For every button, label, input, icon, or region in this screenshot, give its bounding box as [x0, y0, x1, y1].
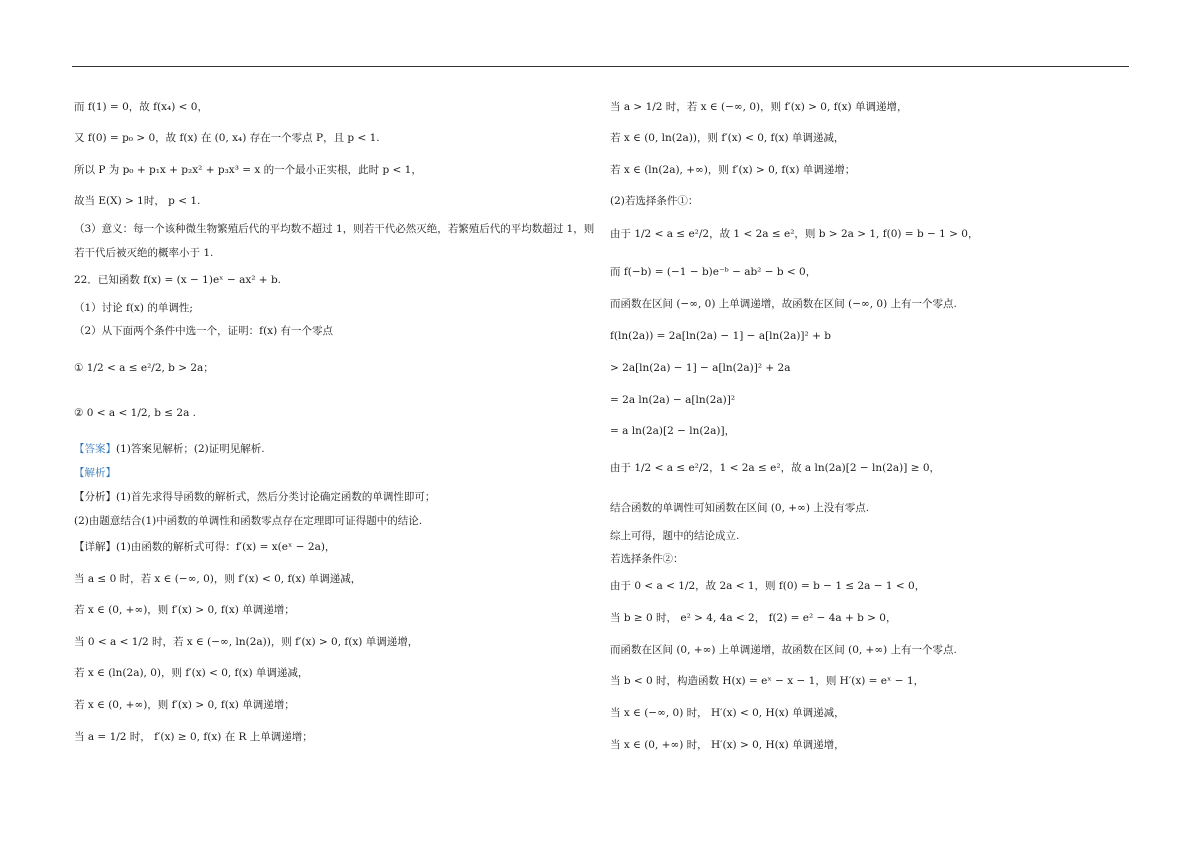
condition-2: ② 0 < a < 1/2, b ≤ 2a . [74, 407, 197, 419]
text-line: （1）讨论 f(x) 的单调性; [74, 302, 193, 314]
answer-text: (1)答案见解析；(2)证明见解析. [116, 443, 265, 455]
condition-1: ① 1/2 < a ≤ e²/2, b > 2a； [74, 362, 214, 374]
question-title: 22．已知函数 f(x) = (x − 1)eˣ − ax² + b. [74, 274, 282, 286]
text-line: 而 f(1) = 0，故 f(x₄) < 0， [74, 101, 208, 113]
text-line: 若干代后被灭绝的概率小于 1. [74, 247, 214, 259]
text-line: 若选择条件②： [610, 553, 684, 565]
text-line: 若 x ∈ (0, +∞)，则 f′(x) > 0, f(x) 单调递增； [74, 604, 295, 616]
text-line: 当 a > 1/2 时，若 x ∈ (−∞, 0)，则 f′(x) > 0, f(x) 单调递增， [610, 101, 908, 113]
text-line: 当 b < 0 时，构造函数 H(x) = eˣ − x − 1，则 H′(x) = eˣ − 1， [610, 675, 925, 687]
text-line: 而函数在区间 (0, +∞) 上单调递增，故函数在区间 (0, +∞) 上有一个零点. [610, 644, 957, 656]
detail-text: (1)由函数的解析式可得：f′(x) = x(eˣ − 2a)， [116, 541, 336, 553]
text-line: 所以 P 为 p₀ + p₁x + p₂x² + p₃x³ = x 的一个最小正实根，此时 p < 1， [74, 164, 422, 176]
text-line: 当 0 < a < 1/2 时，若 x ∈ (−∞, ln(2a))，则 f′(x) > 0, f(x) 单调递增， [74, 636, 419, 648]
text-line: 故当 E(X) > 1时， p < 1. [74, 195, 201, 207]
detail-tag: 【详解】 [74, 541, 116, 553]
answer-line [74, 442, 265, 456]
fenxi-line [74, 490, 435, 504]
equation-line: > 2a[ln(2a) − 1] − a[ln(2a)]² + 2a [610, 362, 791, 374]
equation-line: = a ln(2a)[2 − ln(2a)]， [610, 425, 736, 437]
text-line: 当 a ≤ 0 时，若 x ∈ (−∞, 0)，则 f′(x) < 0, f(x) 单调递减， [74, 573, 362, 585]
text-line: （3）意义：每一个该种微生物繁殖后代的平均数不超过 1，则若干代必然灭绝，若繁殖后代的平均数超过 1，则 [74, 223, 595, 235]
equation-line: f(ln(2a)) = 2a[ln(2a) − 1] − a[ln(2a)]² + b [610, 330, 831, 342]
text-line: (2)由题意结合(1)中函数的单调性和函数零点存在定理即可证得题中的结论. [74, 515, 423, 527]
text-line: 又 f(0) = p₀ > 0，故 f(x) 在 (0, x₄) 存在一个零点 P，且 p < 1. [74, 132, 380, 144]
text-line: 若 x ∈ (ln(2a), +∞)，则 f′(x) > 0, f(x) 单调递增； [610, 164, 856, 176]
text-line: 综上可得，题中的结论成立. [610, 530, 740, 542]
text-line: 当 b ≥ 0 时， e² > 4, 4a < 2， f(2) = e² − 4a + b > 0， [610, 612, 897, 624]
text-line: 当 x ∈ (0, +∞) 时， H′(x) > 0, H(x) 单调递增， [610, 739, 845, 751]
equation-line: = 2a ln(2a) − a[ln(2a)]² [610, 394, 736, 406]
fenxi-tag: 【分析】 [74, 491, 116, 503]
text-line: 而函数在区间 (−∞, 0) 上单调递增，故函数在区间 (−∞, 0) 上有一个零点. [610, 298, 957, 310]
analysis-tag: 【解析】 [74, 467, 116, 479]
text-line: 由于 1/2 < a ≤ e²/2，1 < 2a ≤ e²，故 a ln(2a)[2 − ln(2a)] ≥ 0， [610, 462, 941, 474]
answer-tag: 【答案】 [74, 443, 116, 455]
text-line: 当 a = 1/2 时， f′(x) ≥ 0, f(x) 在 R 上单调递增； [74, 731, 313, 743]
text-line: 而 f(−b) = (−1 − b)e⁻ᵇ − ab² − b < 0， [610, 266, 817, 278]
text-line: 若 x ∈ (0, +∞)，则 f′(x) > 0, f(x) 单调递增； [74, 699, 295, 711]
text-line: 当 x ∈ (−∞, 0) 时， H′(x) < 0, H(x) 单调递减， [610, 707, 845, 719]
header-rule [72, 66, 1129, 67]
fenxi-text: (1)首先求得导函数的解析式，然后分类讨论确定函数的单调性即可； [116, 491, 436, 503]
text-line: 若 x ∈ (0, ln(2a))，则 f′(x) < 0, f(x) 单调递减， [610, 132, 845, 144]
text-line: 若 x ∈ (ln(2a), 0)，则 f′(x) < 0, f(x) 单调递减， [74, 667, 309, 679]
text-line: 由于 1/2 < a ≤ e²/2，故 1 < 2a ≤ e²，则 b > 2a > 1, f(0) = b − 1 > 0， [610, 228, 979, 240]
text-line: （2）从下面两个条件中选一个，证明：f(x) 有一个零点 [74, 325, 334, 337]
text-line: 结合函数的单调性可知函数在区间 (0, +∞) 上没有零点. [610, 502, 870, 514]
detail-line [74, 540, 335, 554]
text-line: 由于 0 < a < 1/2，故 2a < 1，则 f(0) = b − 1 ≤ 2a − 1 < 0， [610, 580, 926, 592]
text-line: (2)若选择条件①： [610, 195, 699, 207]
